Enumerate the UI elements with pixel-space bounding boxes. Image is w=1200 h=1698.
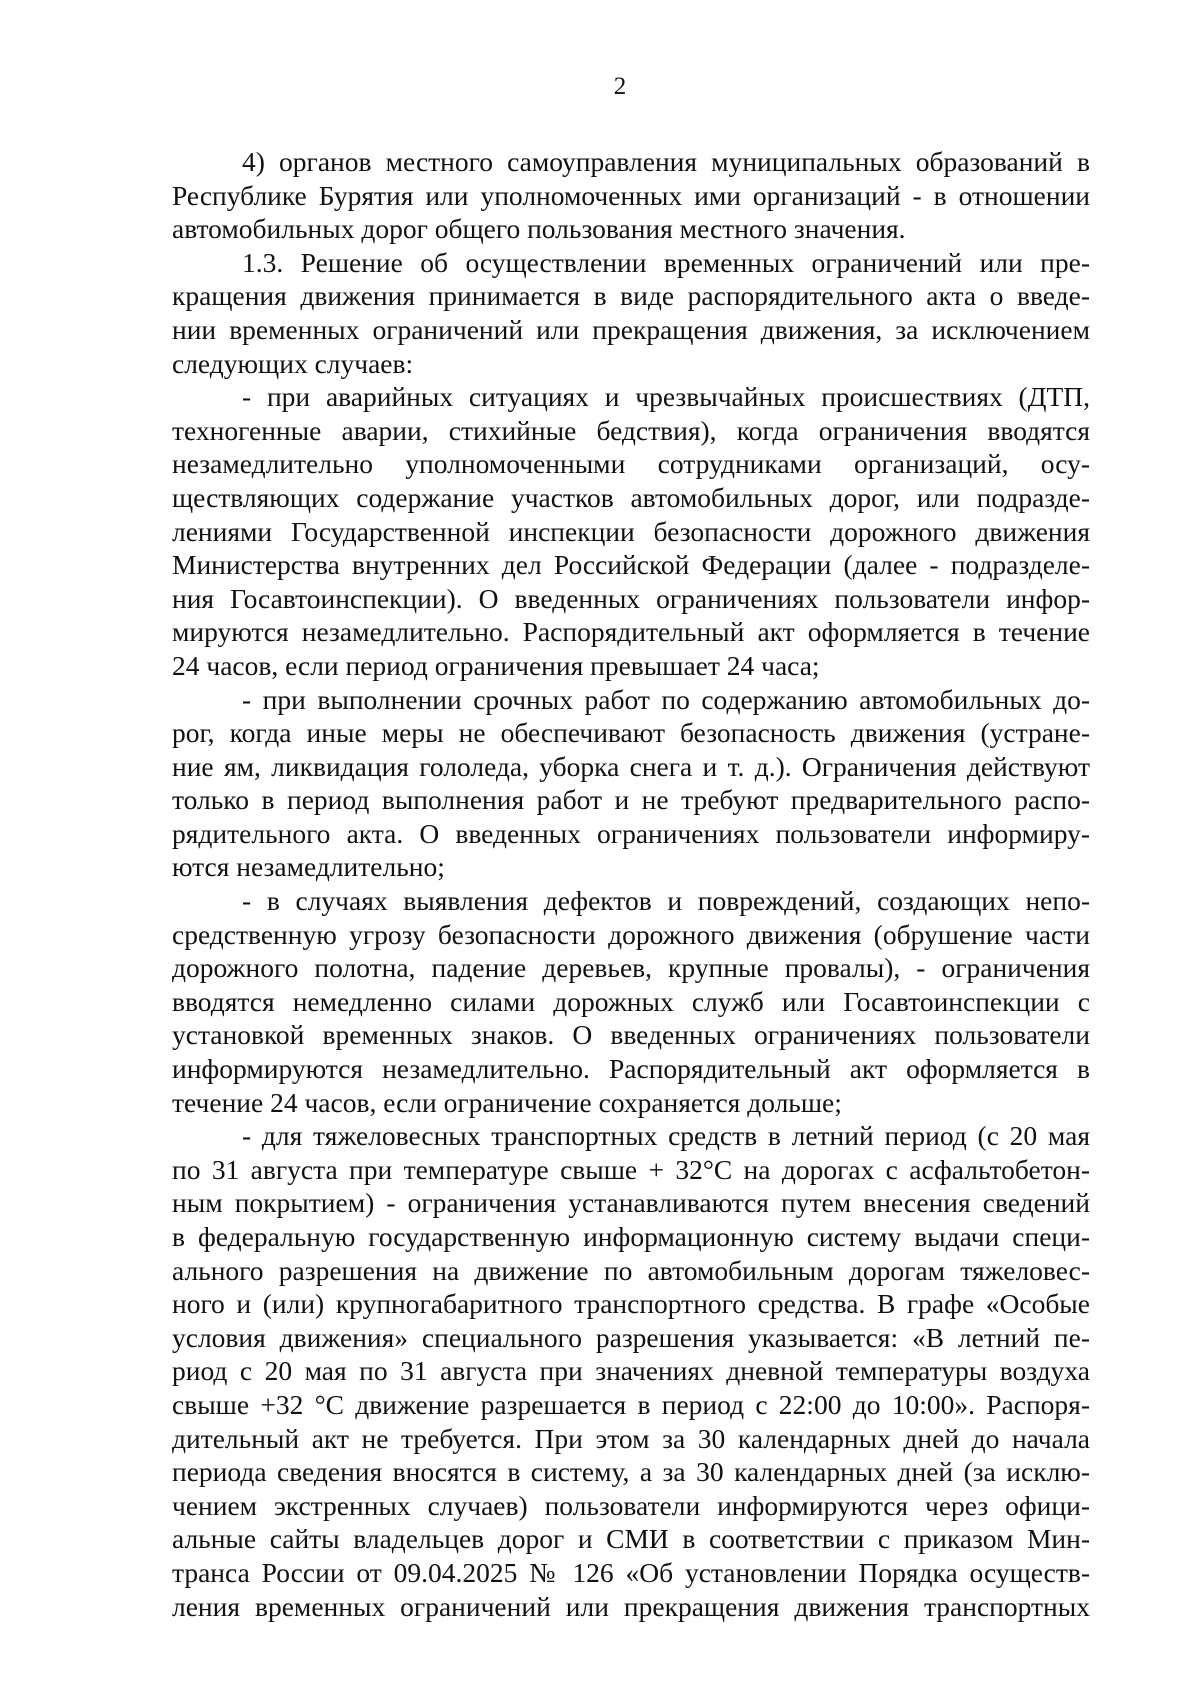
text-line: информируются незамедлительно. Распорядительный акт оформляется в [172, 1053, 1090, 1085]
text-line: кращения движения принимается в виде распорядительного акта о введе- [172, 280, 1090, 312]
text-line: автомобильных дорог общего пользования местного значения. [172, 213, 906, 245]
text-line: нии временных ограничений или прекращения движения, за исключением [172, 313, 1090, 345]
text-line: ние ям, ликвидация гололеда, уборка снега и т. д.). Ограничения действуют [172, 750, 1090, 782]
text-line: - при аварийных ситуациях и чрезвычайных происшествиях (ДТП, [242, 381, 1090, 413]
text-line: мируются незамедлительно. Распорядительный акт оформляется в течение [172, 616, 1090, 648]
text-line: 1.3. Решение об осуществлении временных ограничений или пре- [242, 246, 1090, 278]
text-line: ления временных ограничений или прекращения движения транспортных [172, 1590, 1090, 1622]
text-line: риод с 20 мая по 31 августа при значениях дневной температуры воздуха [172, 1355, 1090, 1387]
text-line: условия движения» специального разрешения указывается: «В летний пе- [172, 1321, 1090, 1353]
text-line: только в период выполнения работ и не требуют предварительного распо- [172, 784, 1090, 816]
text-line: течение 24 часов, если ограничение сохраняется дольше; [172, 1086, 842, 1118]
text-line: по 31 августа при температуре свыше + 32°C на дорогах с асфальтобетон- [172, 1153, 1090, 1185]
text-line: дительный акт не требуется. При этом за 30 календарных дней до начала [172, 1422, 1090, 1454]
text-line: лениями Государственной инспекции безопасности дорожного движения [172, 515, 1090, 547]
text-line: техногенные аварии, стихийные бедствия), когда ограничения вводятся [172, 414, 1090, 446]
text-line: ния Госавтоинспекции). О введенных ограничениях пользователи инфор- [172, 582, 1090, 614]
text-line: периода сведения вносятся в систему, а за 30 календарных дней (за исклю- [172, 1456, 1090, 1488]
text-line: ным покрытием) - ограничения устанавливаются путем внесения сведений [172, 1187, 1090, 1219]
text-line: свыше +32 °C движение разрешается в период с 22:00 до 10:00». Распоря- [172, 1388, 1090, 1420]
text-line: Республике Бурятия или уполномоченных ими организаций - в отношении [172, 179, 1090, 211]
text-line: рог, когда иные меры не обеспечивают безопасность движения (устране- [172, 717, 1090, 749]
text-line: вводятся немедленно силами дорожных служб или Госавтоинспекции с [172, 985, 1090, 1017]
text-line: рядительного акта. О введенных ограничениях пользователи информиру- [172, 817, 1090, 849]
text-line: средственную угрозу безопасности дорожного движения (обрушение части [172, 918, 1090, 950]
text-line: следующих случаев: [172, 347, 414, 379]
text-line: - в случаях выявления дефектов и повреждений, создающих непо- [242, 885, 1090, 917]
text-line: альные сайты владельцев дорог и СМИ в соответствии с приказом Мин- [172, 1523, 1090, 1555]
text-line: чением экстренных случаев) пользователи информируются через офици- [172, 1489, 1090, 1521]
text-line: 24 часов, если период ограничения превышает 24 часа; [172, 649, 820, 681]
text-line: ществляющих содержание участков автомобильных дорог, или подразде- [172, 481, 1090, 513]
text-line: ального разрешения на движение по автомобильным дорогам тяжеловес- [172, 1254, 1090, 1286]
text-line: дорожного полотна, падение деревьев, крупные провалы), - ограничения [172, 952, 1090, 984]
document-body [172, 145, 1090, 1623]
text-line: - при выполнении срочных работ по содержанию автомобильных до- [242, 683, 1090, 715]
text-line: ются незамедлительно; [172, 851, 445, 883]
text-line: незамедлительно уполномоченными сотрудниками организаций, осу- [172, 448, 1090, 480]
text-line: Министерства внутренних дел Российской Федерации (далее - подразделе- [172, 549, 1090, 581]
text-line: 4) органов местного самоуправления муниципальных образований в [242, 146, 1090, 177]
text-line: - для тяжеловесных транспортных средств в летний период (с 20 мая [242, 1120, 1090, 1152]
text-line: транса России от 09.04.2025 № 126 «Об установлении Порядка осуществ- [172, 1556, 1090, 1588]
text-line: ного и (или) крупногабаритного транспортного средства. В графе «Особые [172, 1288, 1090, 1320]
text-line: в федеральную государственную информационную систему выдачи специ- [172, 1221, 1090, 1252]
page-number: 2 [613, 73, 627, 100]
text-line: установкой временных знаков. О введенных ограничениях пользователи [172, 1019, 1090, 1051]
